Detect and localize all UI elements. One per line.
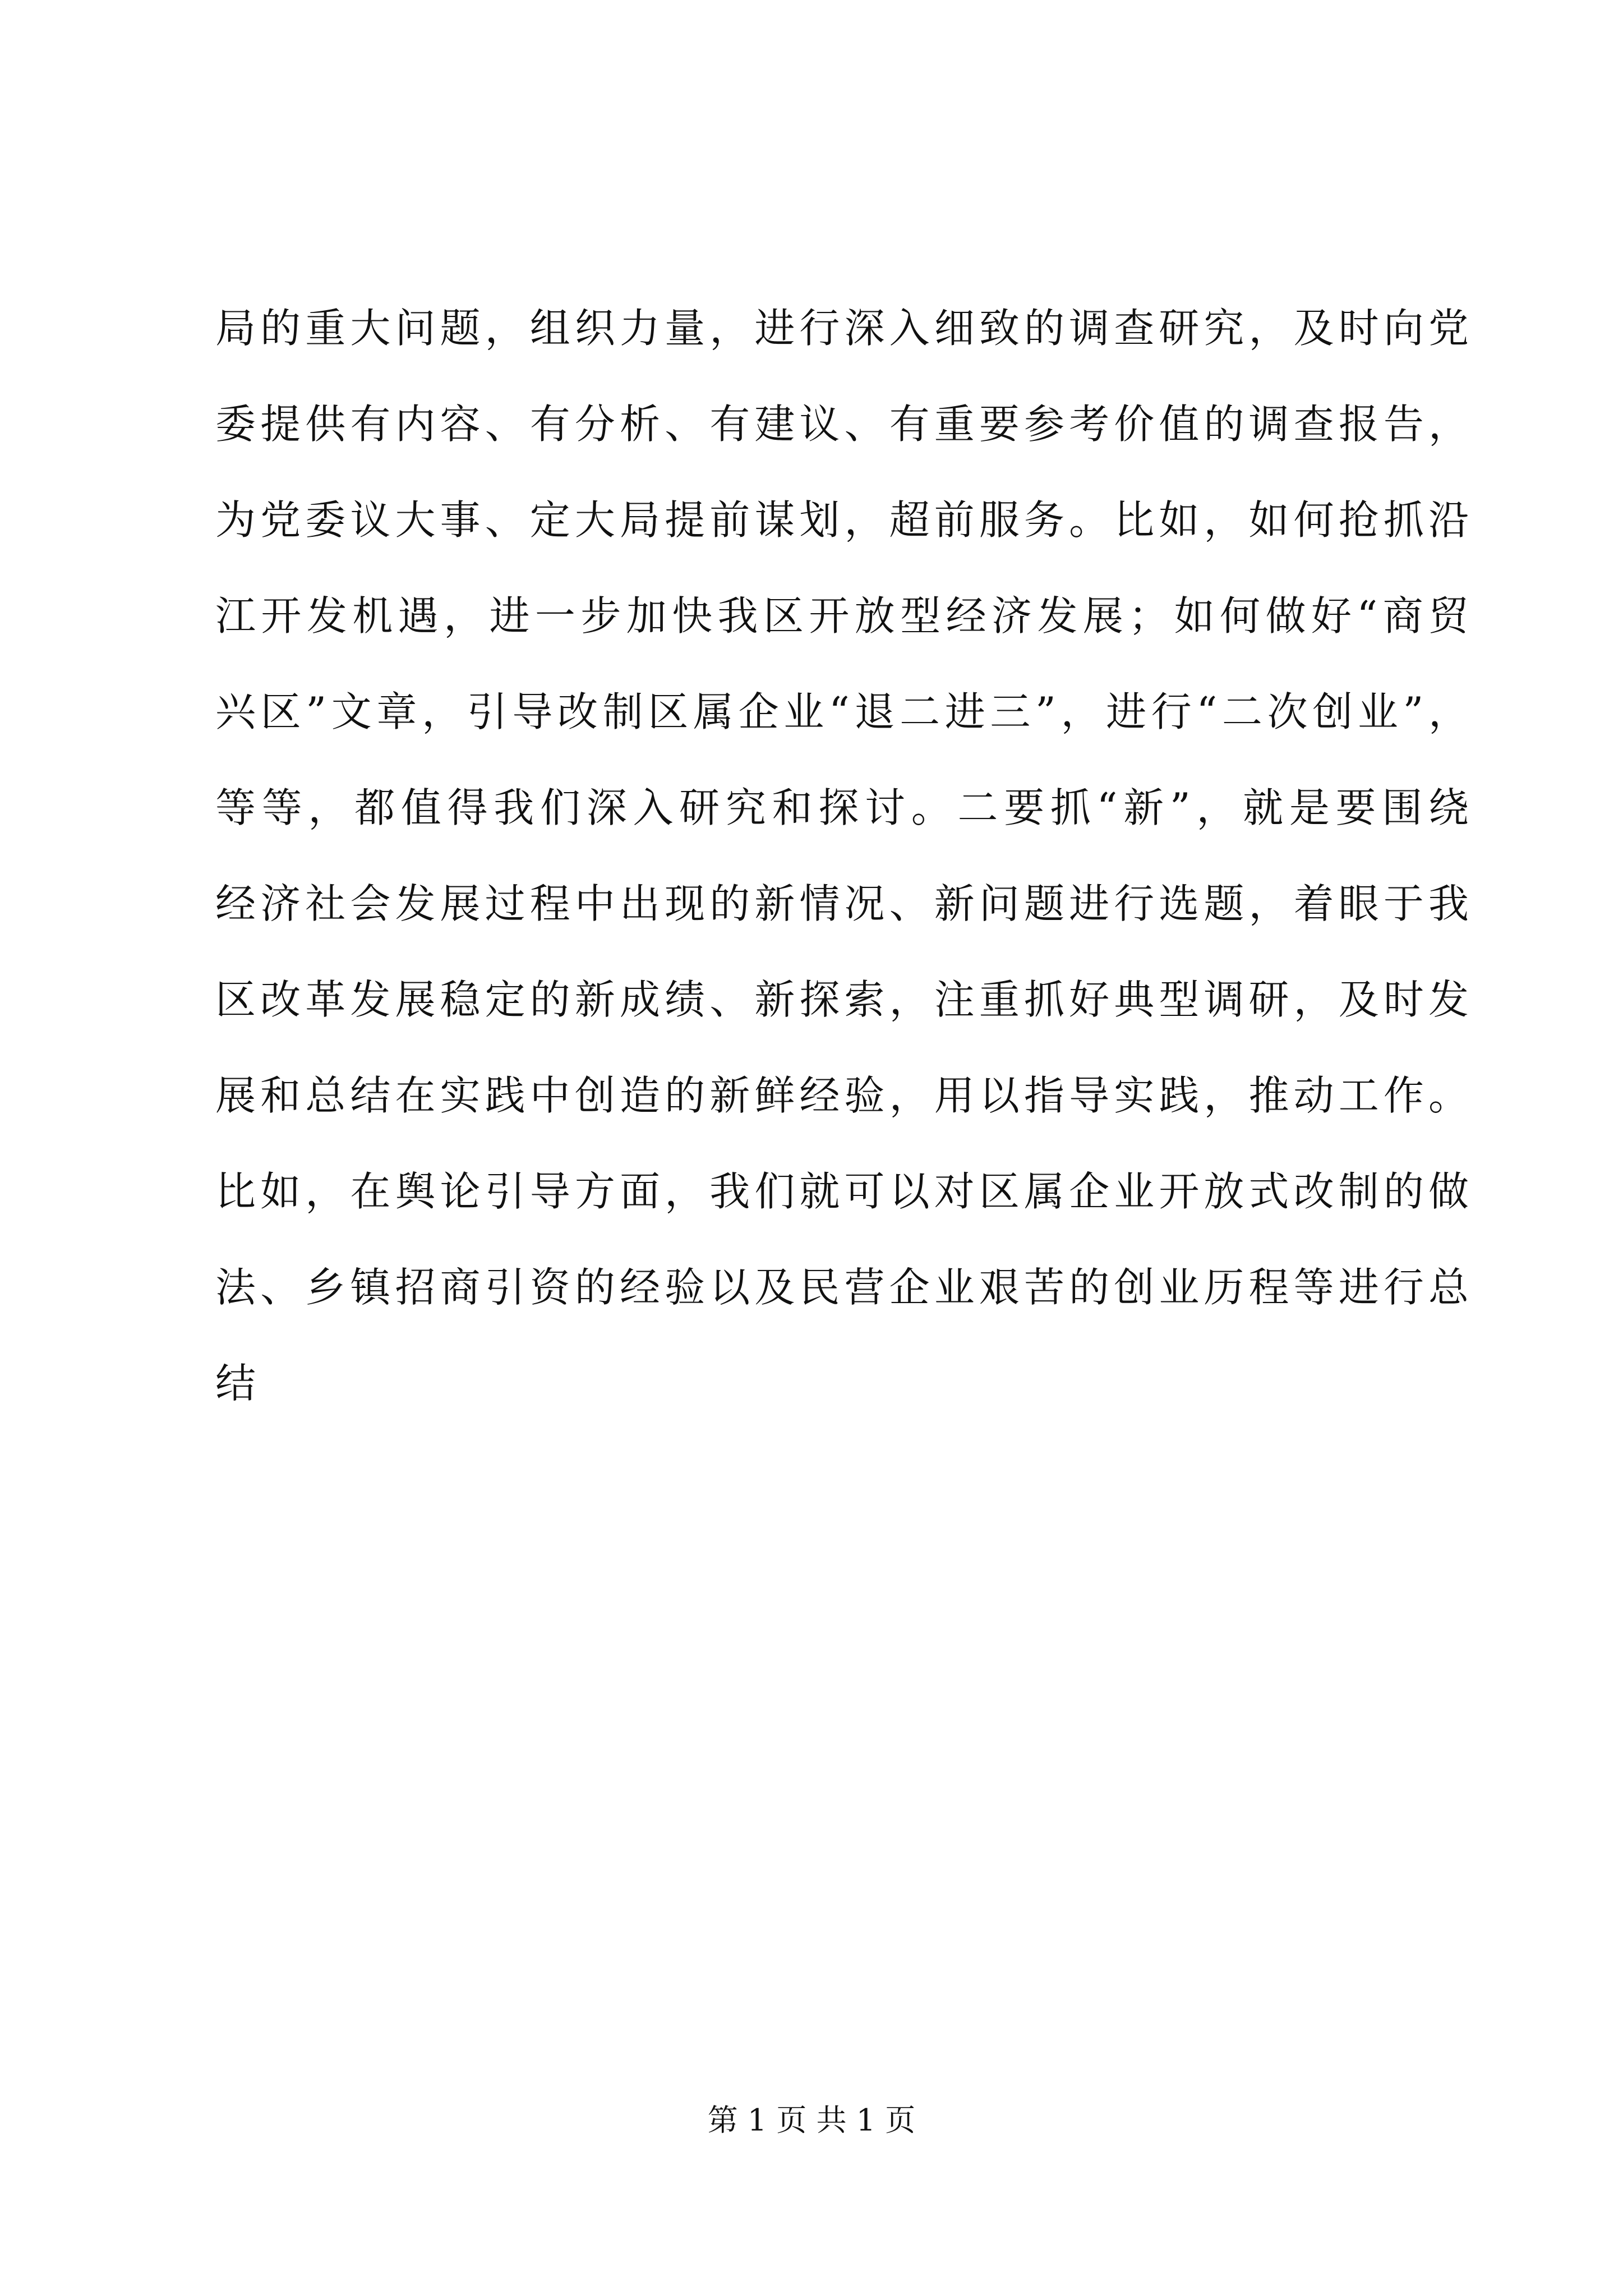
- text-line: 委提供有内容、有分析、有建议、有重要参考价值的调查报告，: [215, 401, 1472, 448]
- page-footer: 第 1 页 共 1 页: [707, 2102, 916, 2138]
- text-line: 等等，都值得我们深入研究和探讨。二要抓“新”，就是要围绕: [215, 784, 1472, 831]
- text-line: 局的重大问题，组织力量，进行深入细致的调查研究，及时向党: [215, 305, 1472, 352]
- text-line: 为党委议大事、定大局提前谋划，超前服务。比如，如何抢抓沿: [215, 496, 1472, 544]
- text-line: 法、乡镇招商引资的经验以及民营企业艰苦的创业历程等进行总: [215, 1264, 1472, 1311]
- text-line: 经济社会发展过程中出现的新情况、新问题进行选题，着眼于我: [215, 880, 1472, 927]
- text-line: 区改革发展稳定的新成绩、新探索，注重抓好典型调研，及时发: [215, 976, 1472, 1023]
- text-line: 江开发机遇，进一步加快我区开放型经济发展；如何做好“商贸: [215, 592, 1472, 639]
- text-line: 结: [215, 1360, 259, 1407]
- text-line: 兴区”文章，引导改制区属企业“退二进三”，进行“二次创业”，: [215, 688, 1472, 735]
- text-line: 展和总结在实践中创造的新鲜经验，用以指导实践，推动工作。: [215, 1072, 1472, 1119]
- body-paragraph: [215, 280, 1472, 1432]
- text-line: 比如，在舆论引导方面，我们就可以对区属企业开放式改制的做: [215, 1168, 1472, 1215]
